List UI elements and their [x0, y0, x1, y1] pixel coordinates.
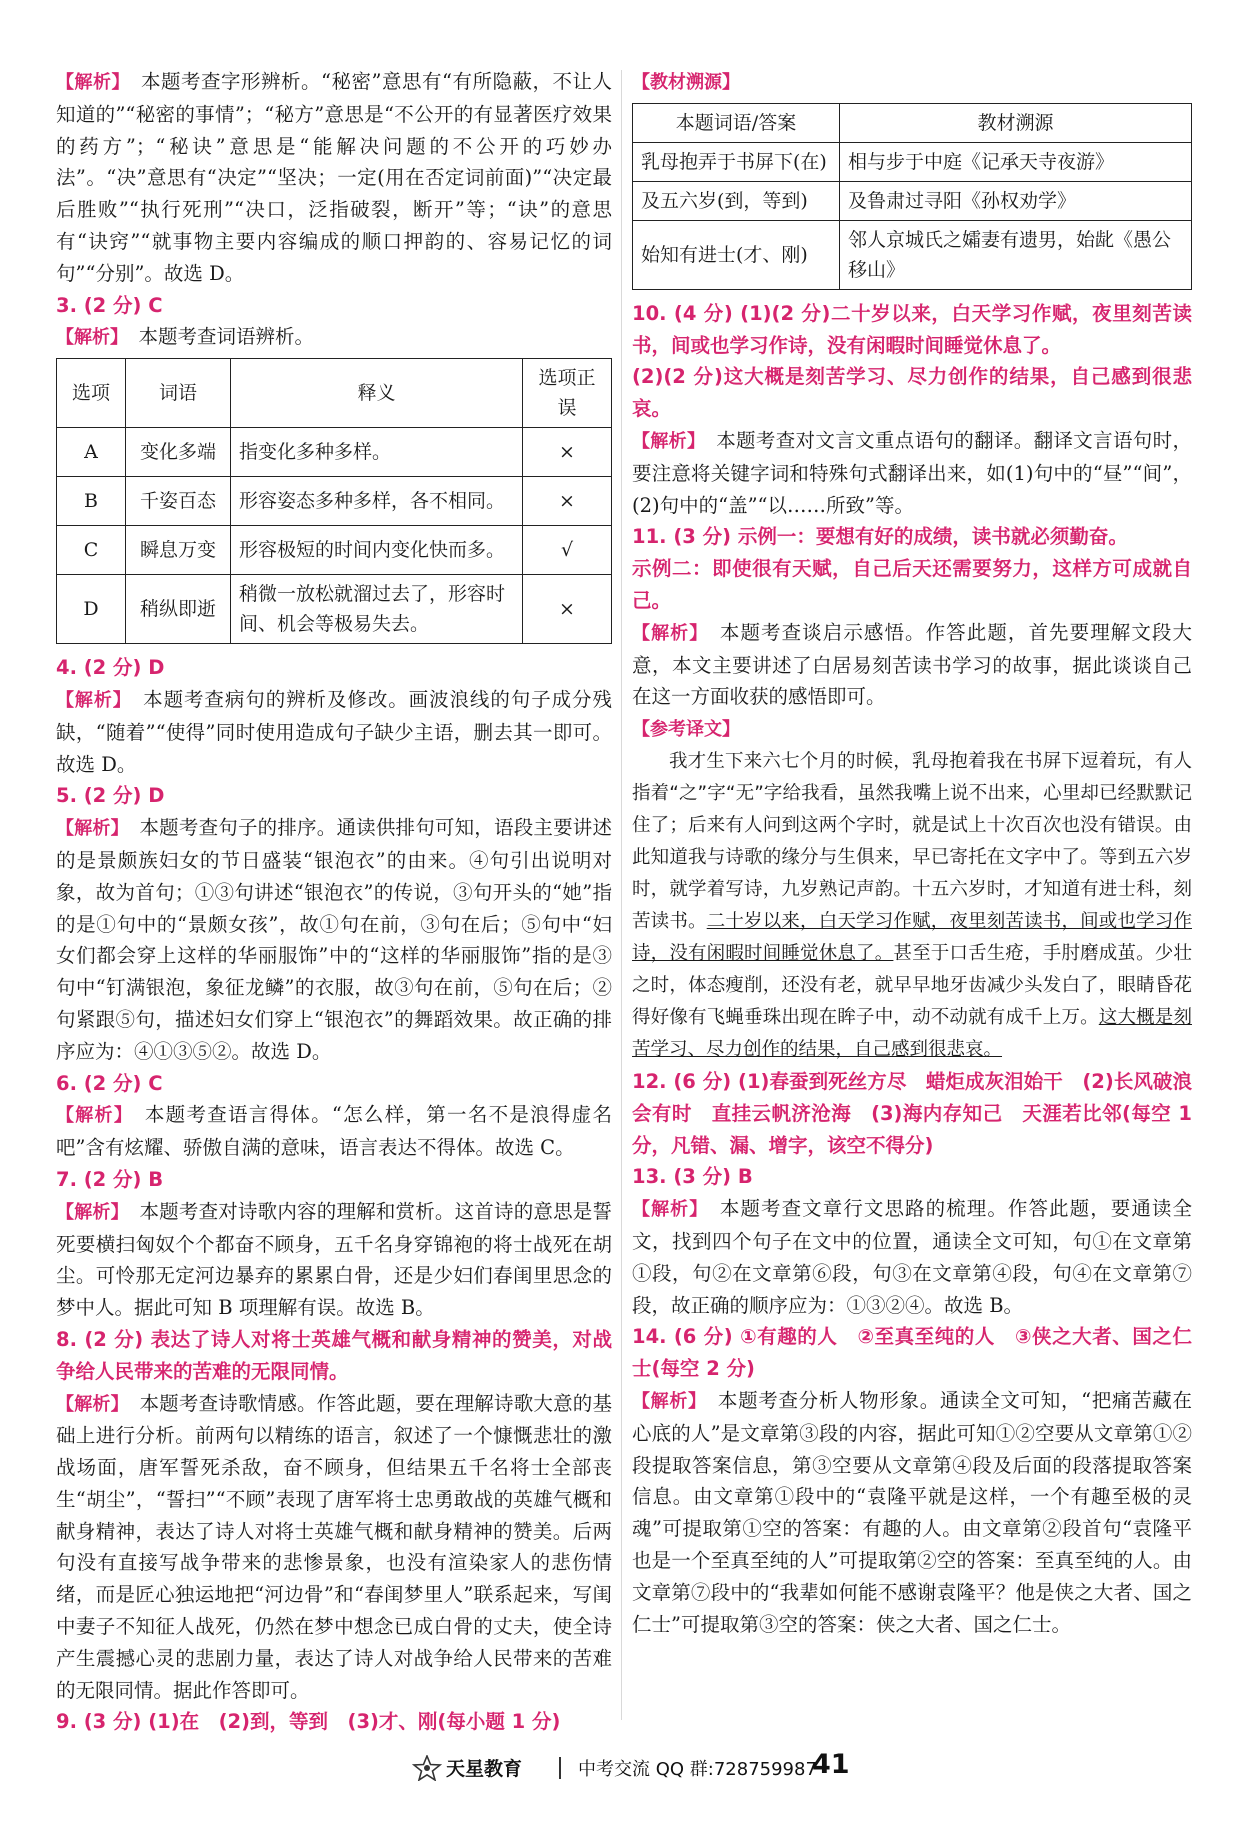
table-header-cell: 教材溯源 [840, 103, 1192, 142]
table-header-cell: 选项正误 [523, 359, 612, 428]
table-cell: 邻人京城氏之孀妻有遗男，始龀《愚公移山》 [840, 220, 1192, 289]
table-cell: 稍纵即逝 [126, 575, 231, 644]
page-footer [0, 1749, 1250, 1789]
table-cell: × [523, 477, 612, 526]
qq-group: 中考交流 QQ 群:728759987 [578, 1759, 817, 1780]
table-cell: 变化多端 [126, 428, 231, 477]
table-row [57, 575, 612, 644]
q9-heading: 9. (3 分) (1)在 (2)到，等到 (3)才、刚(每小题 1 分) [56, 1710, 561, 1734]
table-cell: 及五六岁(到，等到) [633, 181, 840, 220]
table-cell: C [57, 526, 126, 575]
footer-divider [559, 1757, 561, 1779]
table-row [633, 181, 1192, 220]
q6-analysis: 【解析】 本题考查语言得体。“怎么样，第一名不是浪得虚名吧”含有炫耀、骄傲自满的意味，语言表达不得体。故选 C。 [56, 1103, 612, 1160]
table-row [633, 142, 1192, 181]
table-cell: × [523, 428, 612, 477]
table-cell: 形容极短的时间内变化快而多。 [231, 526, 523, 575]
table-cell: 乳母抱弄于书屏下(在) [633, 142, 840, 181]
table-header-cell: 释义 [231, 359, 523, 428]
table-header-cell: 本题词语/答案 [633, 103, 840, 142]
q13-heading: 13. (3 分) B [632, 1165, 753, 1189]
page-number: 41 [812, 1749, 850, 1780]
table-cell: 指变化多种多样。 [231, 428, 523, 477]
source-heading: 【教材溯源】 [632, 72, 740, 93]
translation [632, 746, 1192, 1066]
q10-answer-2: (2)(2 分)这大概是刻苦学习、尽力创作的结果，自己感到很悲哀。 [632, 365, 1192, 421]
table-row [57, 526, 612, 575]
q11-answer-2: 示例二：即使很有天赋，自己后天还需要努力，这样方可成就自己。 [632, 557, 1192, 612]
q6-heading: 6. (2 分) C [56, 1071, 163, 1095]
table-cell: D [57, 575, 126, 644]
q11-analysis: 【解析】 本题考查谈启示感悟。作答此题，首先要理解文段大意，本文主要讲述了白居易刻苦读书学习的故事，据此谈谈自己在这一方面收获的感悟即可。 [632, 620, 1192, 709]
source-table [632, 103, 1192, 290]
q8-heading: 8. (2 分) 表达了诗人对将士英雄气概和献身精神的赞美，对战争给人民带来的苦难的无限同情。 [56, 1327, 612, 1383]
q10-heading: 10. (4 分) (1)(2 分)二十岁以来，白天学习作赋，夜里刻苦读书，间或也学习作诗，没有闲暇时间睡觉休息了。 [632, 301, 1192, 357]
q2-analysis: 【解析】 本题考查字形辨析。“秘密”意思有“有所隐蔽，不让人知道的”“秘密的事情”；“秘方”意思是“不公开的有显著医疗效果的药方”；“秘诀”意思是“能解决问题的不公开的巧妙办法”。“决”意思有“决定”“坚决；一定(用在否定词前面)”“决定最后胜败”“执行死刑”“决口，泛指破裂，断开”等；“诀”的意思有“诀窍”“就事物主要内容编成的顺口押韵的、容易记忆的词句”“分别”。故选 D。 [56, 70, 612, 285]
table-row [633, 220, 1192, 289]
q8-analysis: 【解析】 本题考查诗歌情感。作答此题，要在理解诗歌大意的基础上进行分析。前两句以精练的语言，叙述了一个慷慨悲壮的激战场面，唐军誓死杀敌，奋不顾身，但结果五千名将士全部丧生“胡尘”，“誓扫”“不顾”表现了唐军将士忠勇敢战的英雄气概和献身精神，表达了诗人对将士英雄气概和献身精神的赞美。后两句没有直接写战争带来的悲惨景象，也没有渲染家人的悲伤情绪，而是匠心独运地把“河边骨”和“春闺梦里人”联系起来，写闺中妻子不知征人战死，仍然在梦中想念已成白骨的丈夫，使全诗产生震撼心灵的悲剧力量，表达了诗人对战争给人民带来的苦难的无限同情。据此作答即可。 [56, 1391, 612, 1702]
q14-analysis: 【解析】 本题考查分析人物形象。通读全文可知，“把痛苦藏在心底的人”是文章第③段的内容，据此可知①②空要从文章第①②段提取答案信息，第③空要从文章第④段及后面的段落提取答案信息。由文章第①段中的“袁隆平就是这样，一个有趣至极的灵魂”可提取第①空的答案：有趣的人。由文章第②段首句“袁隆平也是一个至真至纯的人”可提取第②空的答案：至真至纯的人。由文章第⑦段中的“我辈如何能不感谢袁隆平？他是侠之大者、国之仁士”可提取第③空的答案：侠之大者、国之仁士。 [632, 1388, 1192, 1636]
table-cell: B [57, 477, 126, 526]
table-header-cell: 词语 [126, 359, 231, 428]
table-cell: 千姿百态 [126, 477, 231, 526]
table-row [57, 477, 612, 526]
left-column [56, 66, 612, 1738]
q5-heading: 5. (2 分) D [56, 784, 165, 808]
q3-table [56, 358, 612, 644]
table-cell: 始知有进士(才、刚) [633, 220, 840, 289]
table-cell: 瞬息万变 [126, 526, 231, 575]
translation-heading: 【参考译文】 [632, 719, 740, 741]
q10-analysis: 【解析】 本题考查对文言文重点语句的翻译。翻译文言语句时，要注意将关键字词和特殊句式翻译出来，如(1)句中的“昼”“间”，(2)句中的“盖”“以……所致”等。 [632, 428, 1192, 517]
q11-heading: 11. (3 分) 示例一：要想有好的成绩，读书就必须勤奋。 [632, 525, 1128, 549]
table-row [57, 428, 612, 477]
table-header-row [57, 359, 612, 428]
table-cell: 形容姿态多种多样，各不相同。 [231, 477, 523, 526]
table-cell: √ [523, 526, 612, 575]
q4-heading: 4. (2 分) D [56, 656, 165, 680]
column-divider [621, 70, 622, 1720]
table-header-row [633, 103, 1192, 142]
star-logo-icon [412, 1755, 442, 1781]
table-cell: A [57, 428, 126, 477]
q5-analysis: 【解析】 本题考查句子的排序。通读供排句可知，语段主要讲述的是景颇族妇女的节日盛装“银泡衣”的由来。④句引出说明对象，故为首句；①③句讲述“银泡衣”的传说，③句开头的“她”指的是①句中的“景颇女孩”，故①句在前，③句在后；⑤句中“妇女们都会穿上这样的华丽服饰”中的“这样的华丽服饰”指的是③句中“钉满银泡，象征龙鳞”的衣服，故③句在前，⑤句在后；②句紧跟⑤句，描述妇女们穿上“银泡衣”的舞蹈效果。故正确的排序应为：④①③⑤②。故选 D。 [56, 816, 612, 1063]
q14-heading: 14. (6 分) ①有趣的人 ②至真至纯的人 ③侠之大者、国之仁士(每空 2 分) [632, 1325, 1192, 1381]
table-header-cell: 选项 [57, 359, 126, 428]
q4-analysis: 【解析】 本题考查病句的辨析及修改。画波浪线的句子成分残缺，“随着”“使得”同时使用造成句子缺少主语，删去其一即可。故选 D。 [56, 687, 612, 776]
brand-name: 天星教育 [446, 1758, 523, 1780]
table-cell: 相与步于中庭《记承天寺夜游》 [840, 142, 1192, 181]
q3-heading: 3. (2 分) C [56, 293, 163, 317]
table-cell: 及鲁肃过寻阳《孙权劝学》 [840, 181, 1192, 220]
q13-analysis: 【解析】 本题考查文章行文思路的梳理。作答此题，要通读全文，找到四个句子在文中的位置，通读全文可知，句①在文章第①段，句②在文章第⑥段，句③在文章第④段，句④在文章第⑦段，故正确的顺序应为：①③②④。故选 B。 [632, 1197, 1192, 1317]
table-cell: × [523, 575, 612, 644]
table-cell: 稍微一放松就溜过去了，形容时间、机会等极易失去。 [231, 575, 523, 644]
right-column [632, 66, 1192, 1640]
q3-analysis: 【解析】 本题考查词语辨析。 [56, 325, 315, 349]
q7-heading: 7. (2 分) B [56, 1167, 164, 1191]
translation-text: 我才生下来六七个月的时候，乳母抱着我在书屏下逗着玩，有人指着“之”字“无”字给我看，虽然我嘴上说不出来，心里却已经默默记住了；后来有人问到这两个字时，就是试上十次百次也没有错误。由此知道我与诗歌的缘分与生俱来，早已寄托在文字中了。等到五六岁时，就学着写诗，九岁熟记声韵。十五六岁时，才知道有进士科，刻苦读书。二十岁以来，白天学习作赋，夜里刻苦读书，间或也学习作诗，没有闲暇时间睡觉休息了。甚至于口舌生疮，手肘磨成茧。少壮之时，体态瘦削，还没有老，就早早地牙齿减少头发白了，眼睛昏花得好像有飞蝇垂珠出现在眸子中，动不动就有成千上万。这大概是刻苦学习、尽力创作的结果，自己感到很悲哀。 [632, 750, 1192, 1060]
q12-heading: 12. (6 分) (1)春蚕到死丝方尽 蜡炬成灰泪始干 (2)长风破浪会有时 直挂云帆济沧海 (3)海内存知己 天涯若比邻(每空 1 分，凡错、漏、增字，该空不得分) [632, 1069, 1192, 1157]
q7-analysis: 【解析】 本题考查对诗歌内容的理解和赏析。这首诗的意思是誓死要横扫匈奴个个都奋不顾身，五千名身穿锦袍的将士战死在胡尘。可怜那无定河边暴弃的累累白骨，还是少妇们春闺里思念的梦中人。据此可知 B 项理解有误。故选 B。 [56, 1199, 612, 1320]
